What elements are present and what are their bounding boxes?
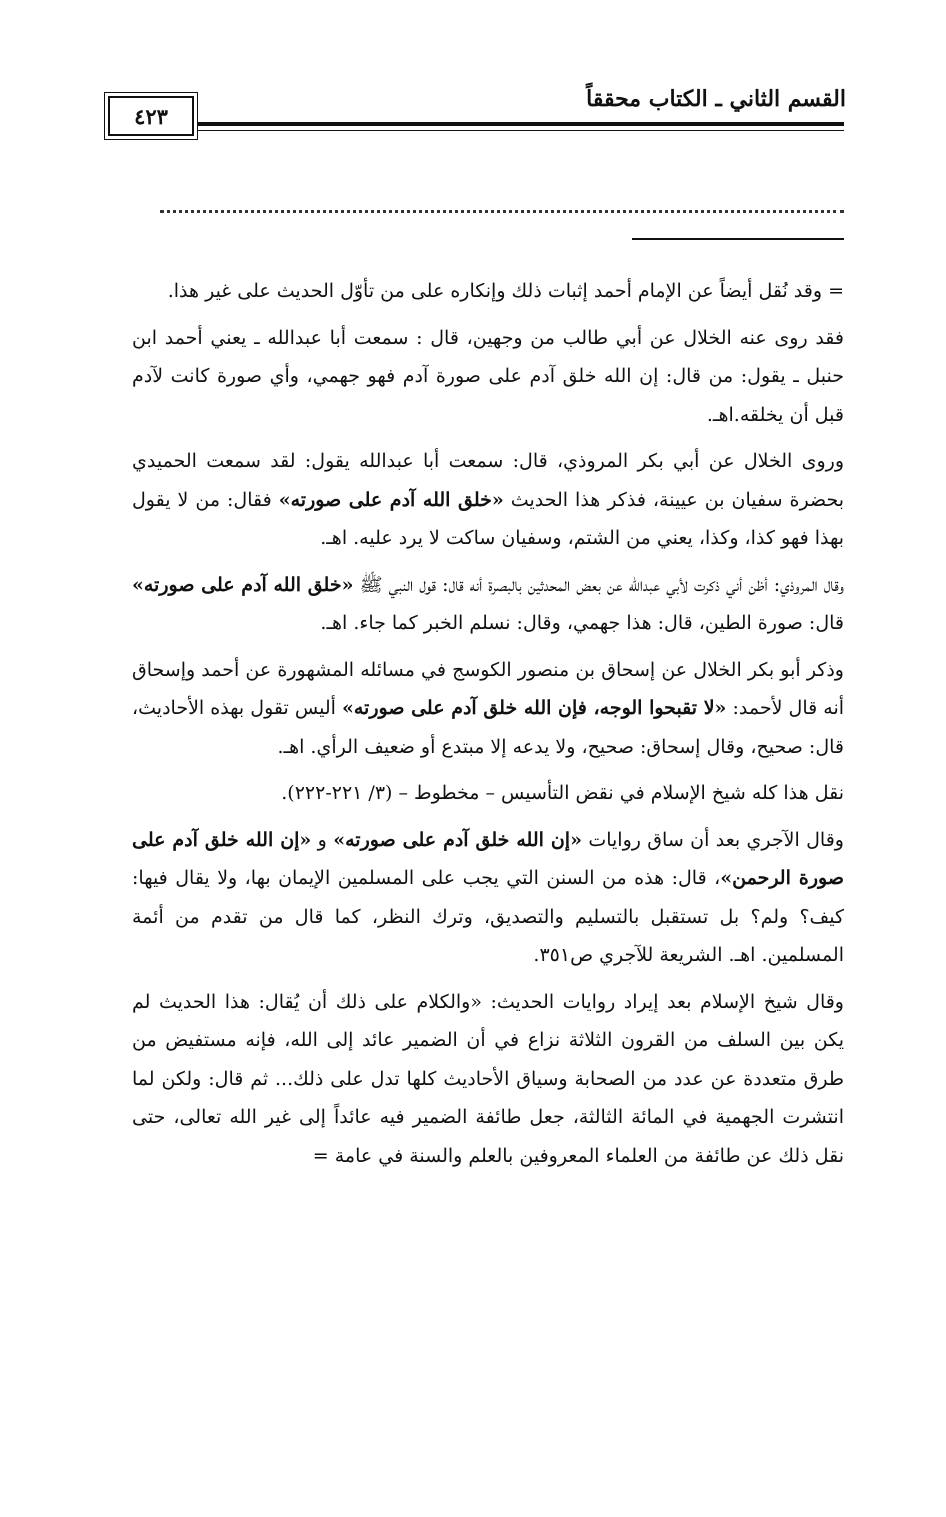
- header-rule-thick: [198, 122, 844, 126]
- footnote-rule: [632, 238, 844, 240]
- page-number-box: ٤٢٣: [108, 96, 194, 136]
- header-rule-thin: [198, 130, 844, 131]
- paragraph-3: [132, 442, 844, 558]
- paragraph-3-text-c: فقال: من لا يقول بهذا فهو كذا، وكذا، يعني من الشتم، وسفيان ساكت لا يرد عليه. اهـ.: [132, 488, 844, 549]
- paragraph-5: [132, 651, 844, 767]
- paragraph-8: وقال شيخ الإسلام بعد إيراد روايات الحديث: «والكلام على ذلك أن يُقال: هذا الحديث لم يكن بين السلف من القرون الثلاثة نزاع في أن الضمير عائد إلى الله، فإنه مستفيض من طرق متعددة عن عدد من الصحابة وسياق الأحاديث كلها تدل على ذلك... ثم قال: ولكن لما انتشرت الجهمية في المائة الثالثة، جعل طائفة الضمير فيه عائداً إلى غير الله تعالى، حتى نقل ذلك عن طائفة من العلماء المعروفين بالعلم والسنة في عامة =: [132, 990, 844, 1167]
- footnote-body: [132, 272, 844, 1183]
- paragraph-4-text-a: وقال المروذي: أظن أني ذكرت لأبي عبدالله عن بعض المحدثين بالبصرة أنه قال: قول النبي ﷺ: [359, 573, 844, 596]
- paragraph-4-text-c: قال: صورة الطين، قال: هذا جهمي، وقال: نسلم الخبر كما جاء. اهـ.: [320, 612, 844, 634]
- hadith-quote: «خلق الله آدم على صورته»: [132, 573, 354, 596]
- paragraph-6: نقل هذا كله شيخ الإسلام في نقض التأسيس – مخطوط – (٣/ ٢٢١-٢٢٢).: [281, 782, 844, 804]
- paragraph-5-text-a: وذكر أبو بكر الخلال عن إسحاق بن منصور الكوسج في مسائله المشهورة عن أحمد وإسحاق أنه قال لأحمد:: [132, 658, 845, 719]
- paragraph-2: فقد روى عنه الخلال عن أبي طالب من وجهين، قال : سمعت أبا عبدالله ـ يعني أحمد ابن حنبل ـ يقول: من قال: إن الله خلق آدم على صورة آدم فهو جهمي، وأي صورة كانت لآدم قبل أن يخلقه.اهـ.: [132, 326, 844, 426]
- paragraph-3-text-a: وروى الخلال عن أبي بكر المروذي، قال: سمعت أبا عبدالله يقول: لقد سمعت الحميدي بحضرة سفيان بن عيينة، فذكر هذا الحديث: [132, 450, 845, 511]
- dotted-separator: [160, 210, 844, 213]
- hadith-quote: «لا تقبحوا الوجه، فإن الله خلق آدم على صورته»: [341, 697, 727, 719]
- hadith-quote: «إن الله خلق آدم على صورة الرحمن»: [132, 828, 844, 889]
- paragraph-7-text-e: ، قال: هذه من السنن التي يجب على المسلمين الإيمان بها، ولا يقال فيها: كيف؟ ولم؟ بل تستقبل بالتسليم والتصديق، وترك النظر، كما قال من تقدم من أئمة المسلمين. اهـ. الشريعة للآجري ص٣٥١.: [132, 867, 844, 966]
- running-header-title: القسم الثاني ـ الكتاب محققاً: [586, 86, 846, 112]
- paragraph-5-text-c: أليس تقول بهذه الأحاديث، قال: صحيح، وقال إسحاق: صحيح، ولا يدعه إلا مبتدع أو ضعيف الرأي. اهـ.: [132, 697, 844, 758]
- paragraph-7: [132, 821, 844, 975]
- paragraph-7-text-a: وقال الآجري بعد أن ساق روايات: [588, 828, 844, 851]
- hadith-quote: «خلق الله آدم على صورته»: [278, 488, 504, 511]
- paragraph-1: = وقد نُقل أيضاً عن الإمام أحمد إثبات ذلك وإنكاره على من تأوّل الحديث على غير هذا.: [167, 280, 844, 302]
- paragraph-7-text-c: و: [317, 828, 327, 851]
- paragraph-4: [132, 566, 844, 643]
- hadith-quote: «إن الله خلق آدم على صورته»: [333, 828, 582, 851]
